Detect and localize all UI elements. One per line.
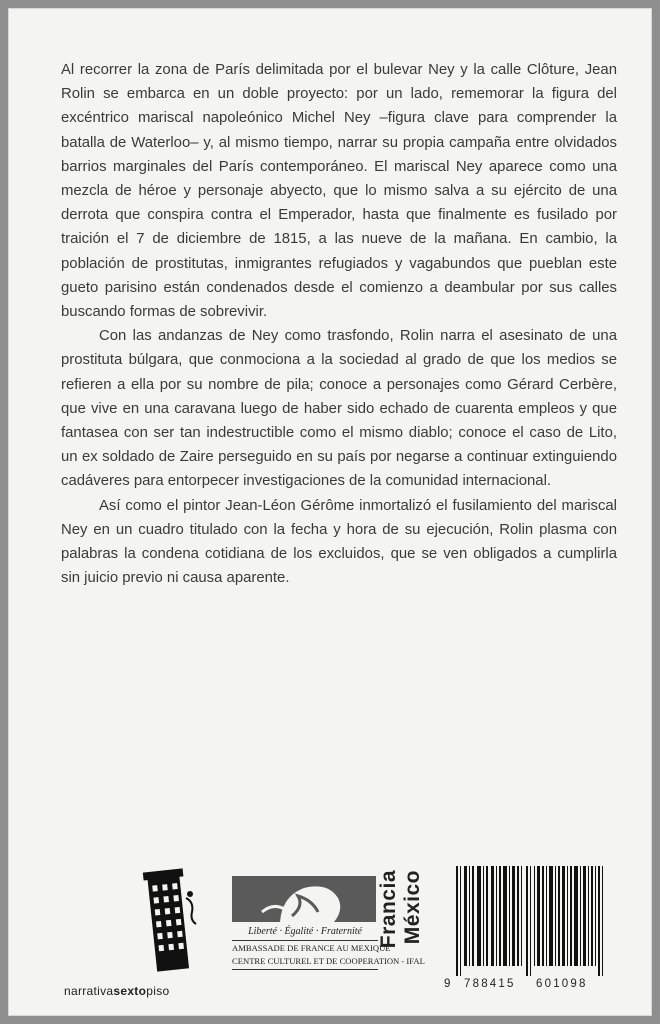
mexico-label: México bbox=[401, 870, 424, 945]
back-cover bbox=[8, 8, 652, 1016]
ambassade-name: AMBASSADE DE FRANCE AU MEXIQUE bbox=[232, 943, 391, 953]
marianne-emblem-icon bbox=[232, 876, 376, 922]
ambassade-centre: CENTRE CULTUREL ET DE COOPERATION - IFAL bbox=[232, 956, 425, 966]
barcode-group-1: 788415 bbox=[464, 978, 516, 990]
blurb-paragraph-1: Al recorrer la zona de París delimitada por el bulevar Ney y la calle Clôture, Jean Rolin se embarca en un doble proyecto: por un lado, rememorar la figura del excéntrico mariscal napoleónico Michel Ney –figura clave para comprender la batalla de Waterloo– y, al mismo tiempo, narrar su propia campaña entre olvidados barrios marginales del París contemporáneo. El mariscal Ney aparece como una mezcla de héroe y personaje abyecto, que lo mismo salva a su ejército de una derrota que conspira contra el Emperador, hasta que finalmente es fusilado por traición el 7 de diciembre de 1815, a las nueve de la mañana. En cambio, la población de prostitutas, inmigrantes refugiados y vagabundos que pueblan este gueto parisino están condenados desde el comienzo a deambular por sus calles buscando formas de sobrevivir. bbox=[61, 62, 617, 321]
publisher-name: narrativasextopiso bbox=[64, 984, 170, 998]
republic-motto: Liberté · Égalité · Fraternité bbox=[248, 926, 362, 937]
leaning-building-icon bbox=[140, 868, 202, 974]
francia-mexico-logo bbox=[378, 870, 426, 980]
barcode-icon bbox=[442, 866, 618, 978]
divider bbox=[232, 940, 378, 941]
divider bbox=[232, 969, 378, 970]
barcode-lead-digit: 9 bbox=[444, 978, 453, 990]
publisher-logo bbox=[64, 868, 204, 1008]
isbn-barcode bbox=[442, 866, 618, 1002]
barcode-group-2: 601098 bbox=[536, 978, 588, 990]
blurb-paragraph-2: Con las andanzas de Ney como trasfondo, Rolin narra el asesinato de una prostituta búlgara, que conmociona a la sociedad al grado de que los medios se refieren a ella por su nombre de pila; conoce a personajes como Gérard Cerbère, que vive en una caravana luego de haber sido echado de cuarenta empleos y que fantasea con ser tan indestructible como el mismo diablo; conoce el caso de Lito, un ex soldado de Zaire perseguido en su país por negarse a continuar extinguiendo cadáveres para entorpecer investigaciones de la comunidad internacional. bbox=[61, 328, 617, 490]
blurb-paragraph-3: Así como el pintor Jean-Léon Gérôme inmortalizó el fusilamiento del mariscal Ney en un cuadro titulado con la fecha y hora de su ejecución, Rolin plasma con palabras la condena cotidiana de los excluidos, que se ven obligados a cumplirla sin juicio previo ni causa aparente. bbox=[61, 497, 617, 587]
francia-label: Francia bbox=[377, 870, 400, 949]
blurb-text bbox=[61, 58, 617, 590]
